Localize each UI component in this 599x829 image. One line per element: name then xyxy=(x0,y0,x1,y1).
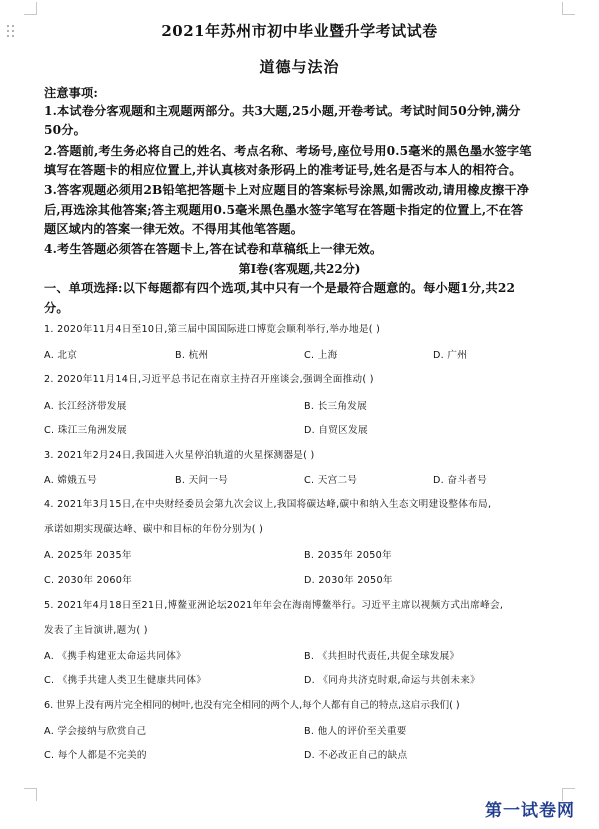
question-3-option-a[interactable]: A. 嫦娥五号 xyxy=(44,475,97,486)
question-2-option-a[interactable]: A. 长江经济带发展 xyxy=(44,401,127,412)
question-4-option-d[interactable]: D. 2030年 2050年 xyxy=(304,575,393,586)
question-6-option-d[interactable]: D. 不必改正自己的缺点 xyxy=(304,750,408,761)
crop-mark-bottom-left xyxy=(24,788,37,801)
question-5-option-b[interactable]: B. 《共担时代责任,共促全球发展》 xyxy=(304,651,460,662)
question-2-stem: 2. 2020年11月14日,习近平总书记在南京主持召开座谈会,强调全面推动( ) xyxy=(44,374,374,385)
question-4-option-b[interactable]: B. 2035年 2050年 xyxy=(304,550,392,561)
notes-line-3: 2.答题前,考生务必将自己的姓名、考点名称、考场号,座位号用0.5毫米的黑色墨水签字笔 xyxy=(44,144,532,158)
notes-line-8: 4.考生答题必须答在答题卡上,答在试卷和草稿纸上一律无效。 xyxy=(44,242,383,256)
question-5-stem-line-2: 发表了主旨演讲,题为( ) xyxy=(44,625,148,636)
question-1-option-c[interactable]: C. 上海 xyxy=(304,350,338,361)
question-5-option-c[interactable]: C. 《携手共建人类卫生健康共同体》 xyxy=(44,675,207,686)
part1-title: 第I卷(客观题,共22分) xyxy=(238,262,361,276)
notes-line-6: 后,再选涂其他答案;答主观题用0.5毫米黑色墨水签字笔写在答题卡指定的位置上,不在答 xyxy=(44,203,524,217)
section-instruction-cont: 分。 xyxy=(44,301,69,315)
question-5-option-a[interactable]: A. 《携手构建亚太命运共同体》 xyxy=(44,651,187,662)
notes-line-7: 题区域内的答案一律无效。不得用其他笔答题。 xyxy=(44,222,304,236)
question-4-option-c[interactable]: C. 2030年 2060年 xyxy=(44,575,133,586)
crop-mark-top-right xyxy=(562,2,575,15)
subject-title: 道德与法治 xyxy=(259,58,340,76)
question-4-stem-line-1: 4. 2021年3月15日,在中央财经委员会第九次会议上,我国将碳达峰,碳中和纳入生态文明建设整体布局, xyxy=(44,499,492,510)
notes-heading: 注意事项: xyxy=(44,86,98,100)
question-3-stem: 3. 2021年2月24日,我国进入火星停泊轨道的火星探测器是( ) xyxy=(44,450,315,461)
question-2-option-b[interactable]: B. 长三角发展 xyxy=(304,401,368,412)
site-watermark: 第一试卷网 xyxy=(485,801,575,821)
crop-mark-top-left xyxy=(24,2,37,15)
question-6-option-a[interactable]: A. 学会接纳与欣赏自己 xyxy=(44,726,147,737)
notes-line-1: 1.本试卷分客观题和主观题两部分。共3大题,25小题,开卷考试。考试时间50分钟,满分 xyxy=(44,104,521,118)
question-1-option-a[interactable]: A. 北京 xyxy=(44,350,78,361)
question-1-stem: 1. 2020年11月4日至10日,第三届中国国际进口博览会顺利举行,举办地是( ) xyxy=(44,324,381,335)
question-6-option-c[interactable]: C. 每个人都是不完美的 xyxy=(44,750,147,761)
question-1-option-b[interactable]: B. 杭州 xyxy=(175,350,209,361)
question-1-option-d[interactable]: D. 广州 xyxy=(433,350,468,361)
question-6-option-b[interactable]: B. 他人的评价至关重要 xyxy=(304,726,407,737)
question-6-stem: 6. 世界上没有两片完全相同的树叶,也没有完全相同的两个人,每个人都有自己的特点,这启示我们( ) xyxy=(44,700,460,711)
notes-line-2: 50分。 xyxy=(44,123,86,137)
question-5-stem-line-1: 5. 2021年4月18日至21日,博鳌亚洲论坛2021年年会在海南博鳌举行。习近平主席以视频方式出席峰会, xyxy=(44,600,504,611)
question-3-option-b[interactable]: B. 天问一号 xyxy=(175,475,229,486)
notes-line-5: 3.答客观题必须用2B铅笔把答题卡上对应题目的答案标号涂黑,如需改动,请用橡皮擦干净 xyxy=(44,183,530,197)
question-2-option-d[interactable]: D. 自贸区发展 xyxy=(304,425,368,436)
question-5-option-d[interactable]: D. 《同舟共济克时艰,命运与共创未来》 xyxy=(304,675,481,686)
question-3-option-c[interactable]: C. 天宫二号 xyxy=(304,475,358,486)
question-2-option-c[interactable]: C. 珠江三角洲发展 xyxy=(44,425,127,436)
notes-line-4: 填写在答题卡的相应位置上,并认真核对条形码上的准考证号,姓名是否与本人的相符合。 xyxy=(44,163,522,177)
question-3-option-d[interactable]: D. 奋斗者号 xyxy=(433,475,487,486)
section-instruction: 一、单项选择:以下每题都有四个选项,其中只有一个是最符合题意的。每小题1分,共22 xyxy=(44,281,516,295)
exam-title: 2021年苏州市初中毕业暨升学考试试卷 xyxy=(161,22,438,40)
question-4-option-a[interactable]: A. 2025年 2035年 xyxy=(44,550,132,561)
question-4-stem-line-2: 承诺如期实现碳达峰、碳中和目标的年份分别为( ) xyxy=(44,524,264,535)
